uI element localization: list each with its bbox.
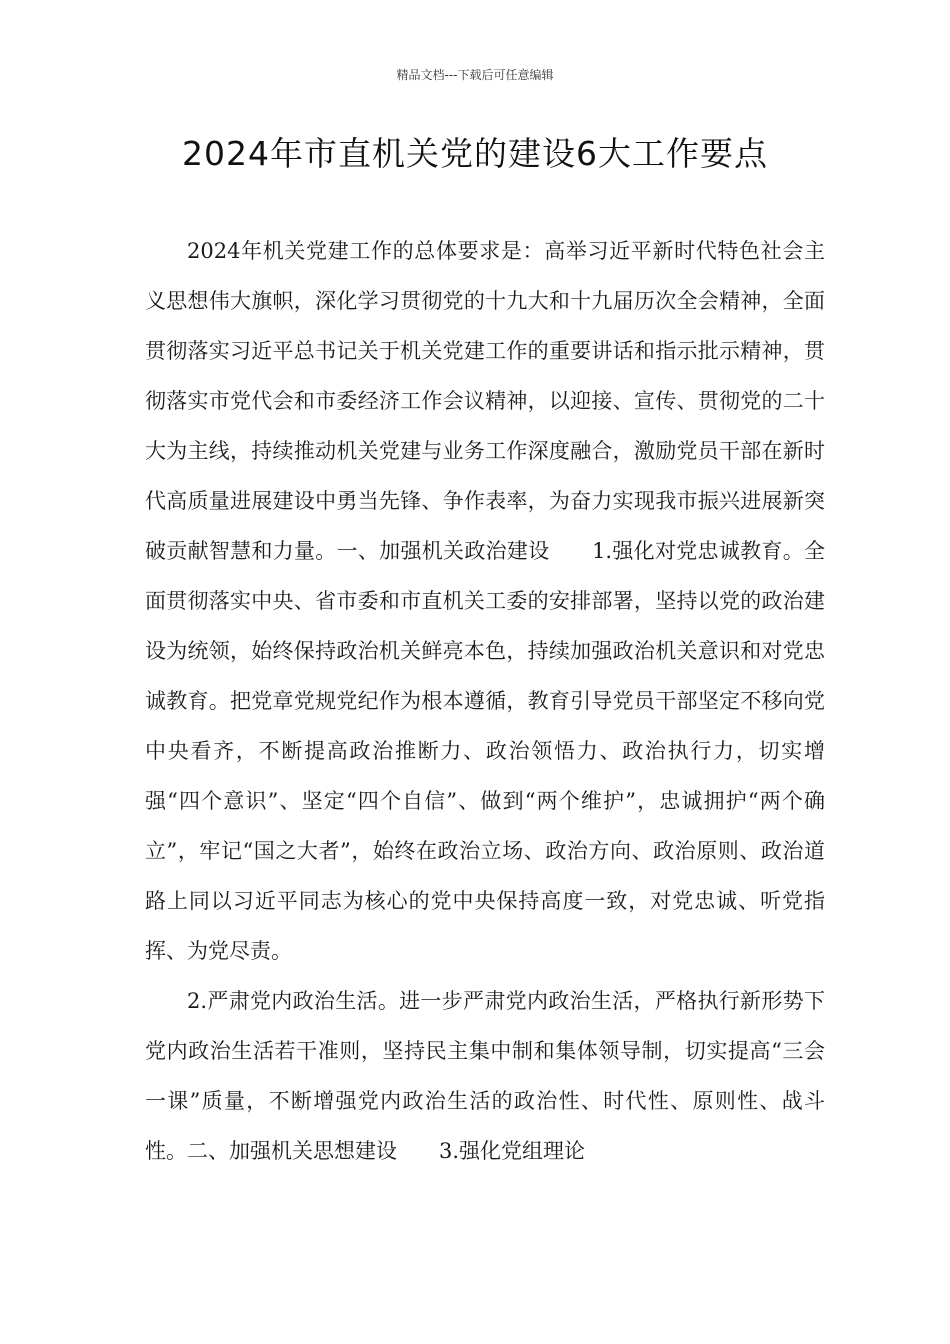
document-body [145,226,825,1176]
document-title: 2024年市直机关党的建设6大工作要点 [182,134,768,173]
paragraph-2: 2.严肃党内政治生活。进一步严肃党内政治生活，严格执行新形势下党内政治生活若干准则，坚持民主集中制和集体领导制，切实提高“三会一课”质量，不断增强党内政治生活的政治性、时代性、原则性、战斗性。二、加强机关思想建设 3.强化党组理论 [145,989,825,1163]
paragraph-1: 2024年机关党建工作的总体要求是：高举习近平新时代特色社会主义思想伟大旗帜，深化学习贯彻党的十九大和十九届历次全会精神，全面贯彻落实习近平总书记关于机关党建工作的重要讲话和指示批示精神，贯彻落实市党代会和市委经济工作会议精神，以迎接、宣传、贯彻党的二十大为主线，持续推动机关党建与业务工作深度融合，激励党员干部在新时代高质量进展建设中勇当先锋、争作表率，为奋力实现我市振兴进展新突破贡献智慧和力量。一、加强机关政治建设 1.强化对党忠诚教育。全面贯彻落实中央、省市委和市直机关工委的安排部署，坚持以党的政治建设为统领，始终保持政治机关鲜亮本色，持续加强政治机关意识和对党忠诚教育。把党章党规党纪作为根本遵循，教育引导党员干部坚定不移向党中央看齐，不断提高政治推断力、政治领悟力、政治执行力，切实增强“四个意识”、坚定“四个自信”、做到“两个维护”，忠诚拥护“两个确立”，牢记“国之大者”，始终在政治立场、政治方向、政治原则、政治道路上同以习近平同志为核心的党中央保持高度一致，对党忠诚、听党指挥、为党尽责。 [145,239,825,963]
page-header-note: 精品文档---下载后可任意编辑 [396,68,554,82]
